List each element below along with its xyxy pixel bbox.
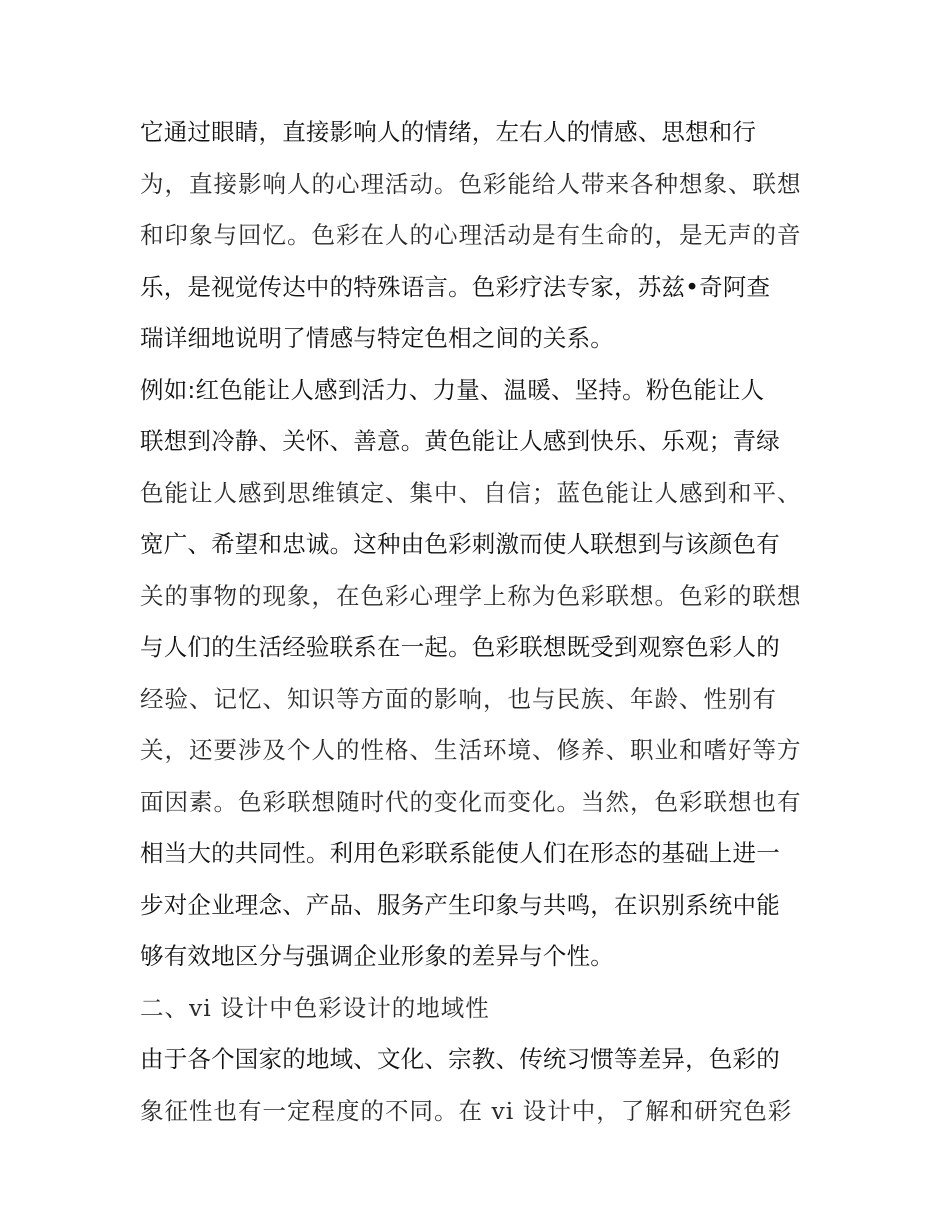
section-heading: 二、vi 设计中色彩设计的地域性	[140, 993, 490, 1022]
text-line: 面因素。色彩联想随时代的变化而变化。当然，色彩联想也有	[140, 787, 802, 816]
text-line: 够有效地区分与强调企业形象的差异与个性。	[140, 942, 614, 970]
text-line: 它通过眼睛，直接影响人的情绪，左右人的情感、思想和行	[140, 118, 757, 146]
text-line: 经验、记忆、知识等方面的影响，也与民族、年龄、性别有	[140, 684, 777, 713]
text-line: 由于各个国家的地域、文化、宗教、传统习惯等差异，色彩的	[140, 1045, 780, 1073]
text-line: 联想到冷静、关怀、善意。黄色能让人感到快乐、乐观；青绿	[140, 427, 780, 455]
text-line: 关，还要涉及个人的性格、生活环境、修养、职业和嗜好等方	[140, 736, 802, 764]
text-line: 为，直接影响人的心理活动。色彩能给人带来各种想象、联想	[140, 169, 802, 198]
text-line: 乐，是视觉传达中的特殊语言。色彩疗法专家，苏兹•奇阿查	[140, 272, 771, 301]
text-line: 步对企业理念、产品、服务产生印象与共鸣，在识别系统中能	[140, 890, 780, 919]
text-line: 关的事物的现象，在色彩心理学上称为色彩联想。色彩的联想	[140, 581, 802, 610]
text-line: 色能让人感到思维镇定、集中、自信；蓝色能让人感到和平、	[140, 478, 802, 507]
text-line: 与人们的生活经验联系在一起。色彩联想既受到观察色彩人的	[140, 633, 780, 661]
text-line: 瑞详细地说明了情感与特定色相之间的关系。	[140, 324, 614, 352]
text-line: 象征性也有一定程度的不同。在 vi 设计中，了解和研究色彩	[140, 1096, 793, 1125]
text-line: 例如:红色能让人感到活力、力量、温暖、坚持。粉色能让人	[140, 375, 765, 404]
body-text	[140, 107, 820, 1137]
text-line: 和印象与回忆。色彩在人的心理活动是有生命的，是无声的音	[140, 221, 802, 249]
text-line: 宽广、希望和忠诚。这种由色彩刺激而使人联想到与该颜色有	[140, 530, 780, 558]
text-line: 相当大的共同性。利用色彩联系能使人们在形态的基础上进一	[140, 839, 780, 867]
